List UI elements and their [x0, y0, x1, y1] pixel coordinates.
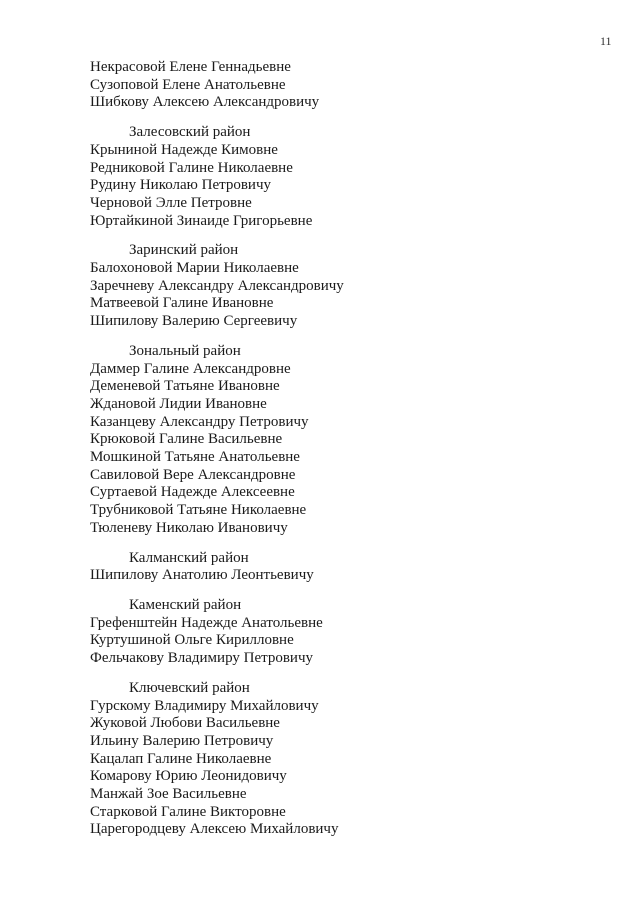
district-heading: Зональный район — [129, 342, 241, 359]
district-heading: Заринский район — [129, 242, 239, 259]
list-item: Гурскому Владимиру Михайловичу — [90, 697, 319, 714]
list-item: Трубниковой Татьяне Николаевне — [90, 502, 307, 519]
list-item: Жуковой Любови Васильевне — [90, 715, 280, 732]
section-zalesovsky — [90, 124, 620, 230]
district-heading: Каменский район — [129, 596, 242, 613]
list-item: Сузоповой Елене Анатольевне — [90, 76, 286, 93]
list-item: Редниковой Галине Николаевне — [90, 159, 293, 176]
list-item: Шипилову Анатолию Леонтьевичу — [90, 567, 314, 584]
list-item: Фельчакову Владимиру Петровичу — [90, 650, 314, 667]
list-item: Черновой Элле Петровне — [90, 194, 252, 211]
list-item: Заречневу Александру Александровичу — [90, 277, 344, 294]
list-item: Манжай Зое Васильевне — [90, 786, 247, 803]
list-item: Шибкову Алексею Александровичу — [90, 94, 320, 111]
list-item: Царегородцеву Алексею Михайловичу — [90, 821, 339, 838]
list-item: Мошкиной Татьяне Анатольевне — [90, 449, 300, 466]
list-item: Старковой Галине Викторовне — [90, 803, 286, 820]
section-zonalny — [90, 343, 620, 538]
district-heading: Залесовский район — [129, 124, 251, 141]
award-list — [90, 59, 620, 839]
section-zarinsky — [90, 242, 620, 331]
list-item: Рудину Николаю Петровичу — [90, 177, 272, 194]
list-item: Куртушиной Ольге Кирилловне — [90, 632, 294, 649]
list-item: Шипилову Валерию Сергеевичу — [90, 313, 298, 330]
list-item: Крыниной Надежде Кимовне — [90, 141, 278, 158]
list-item: Деменевой Татьяне Ивановне — [90, 378, 280, 395]
section-klyuchevsky — [90, 680, 620, 839]
list-item: Кацалап Галине Николаевне — [90, 750, 272, 767]
list-item: Комарову Юрию Леонидовичу — [90, 768, 287, 785]
list-item: Казанцеву Александру Петровичу — [90, 413, 309, 430]
page-number: 11 — [600, 34, 612, 48]
list-item: Юртайкиной Зинаиде Григорьевне — [90, 212, 313, 229]
list-item: Некрасовой Елене Геннадьевне — [90, 59, 291, 75]
section-kalmansky — [90, 550, 620, 585]
district-heading: Ключевский район — [129, 679, 250, 696]
list-item: Крюковой Галине Васильевне — [90, 431, 283, 448]
list-item: Даммер Галине Александровне — [90, 360, 291, 377]
section-continued — [90, 59, 620, 112]
list-item: Суртаевой Надежде Алексеевне — [90, 484, 295, 501]
section-kamensky — [90, 597, 620, 668]
list-item: Ильину Валерию Петровичу — [90, 732, 274, 749]
list-item: Ждановой Лидии Ивановне — [90, 395, 267, 412]
list-item: Савиловой Вере Александровне — [90, 466, 296, 483]
district-heading: Калманский район — [129, 549, 249, 566]
list-item: Грефенштейн Надежде Анатольевне — [90, 614, 323, 631]
list-item: Балохоновой Марии Николаевне — [90, 260, 299, 277]
list-item: Тюленеву Николаю Ивановичу — [90, 519, 288, 536]
list-item: Матвеевой Галине Ивановне — [90, 295, 274, 312]
